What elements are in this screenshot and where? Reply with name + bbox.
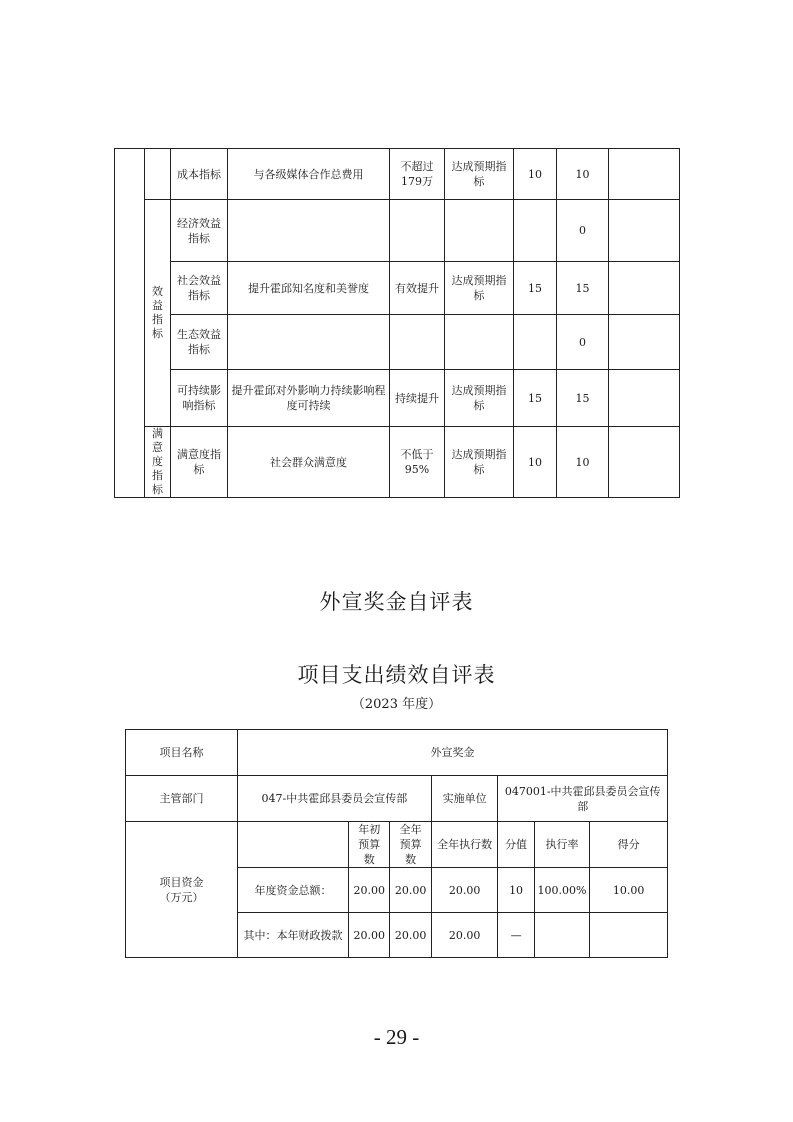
row-label: 其中：本年财政拨款: [238, 913, 349, 958]
indicator-weight: 15: [514, 262, 557, 315]
col-header: [390, 822, 431, 868]
indicator-eval: 达成预期指标: [445, 262, 514, 315]
indicator-content: 社会群众满意度: [228, 427, 390, 498]
indicator-target: [390, 200, 445, 262]
benefit-group-text: 效益指标: [152, 285, 163, 340]
indicator-weight: 15: [514, 370, 557, 427]
row-label: 年度资金总额：: [238, 868, 349, 913]
indicator-content: [228, 200, 390, 262]
indicator-score: 15: [557, 262, 609, 315]
col-header: 得分: [590, 822, 668, 868]
indicator-note: [609, 149, 680, 200]
indicator-note: [609, 315, 680, 370]
indicator-note: [609, 262, 680, 315]
indicator-name: 成本指标: [171, 149, 228, 200]
satisfaction-group-label: [145, 427, 171, 498]
indicator-weight: [514, 200, 557, 262]
indicator-note: [609, 427, 680, 498]
empty-header-cell: [238, 822, 349, 868]
indicator-target: [390, 315, 445, 370]
table-row: [115, 370, 680, 427]
table-row: [115, 262, 680, 315]
indicator-target: 不超过179万: [390, 149, 445, 200]
indicator-content: 提升霍邱对外影响力持续影响程度可持续: [228, 370, 390, 427]
page-number: - 29 -: [373, 1025, 420, 1049]
funds-label: [126, 822, 238, 958]
indicator-name: 经济效益指标: [171, 200, 228, 262]
indicator-eval: 达成预期指标: [445, 149, 514, 200]
col-header: [349, 822, 390, 868]
impl-label: 实施单位: [431, 776, 498, 822]
funds-label-text: 项目资金（万元）: [159, 875, 204, 904]
project-table: [125, 729, 668, 958]
cell-value: [590, 913, 668, 958]
table-row: [115, 427, 680, 498]
indicator-score: 10: [557, 149, 609, 200]
col-header: 分值: [498, 822, 534, 868]
col-header-text: 年初预算数: [358, 823, 381, 866]
indicator-target: 有效提升: [390, 262, 445, 315]
project-name-label: 项目名称: [126, 730, 238, 776]
indicator-score: 0: [557, 315, 609, 370]
impl-value: 047001-中共霍邱县委员会宣传部: [498, 776, 668, 822]
table-row: [115, 149, 680, 200]
report-year: （2023 年度）: [351, 697, 442, 712]
table-row: [126, 822, 668, 868]
indicator-score: 10: [557, 427, 609, 498]
project-name-value: 外宣奖金: [238, 730, 668, 776]
indicator-note: [609, 200, 680, 262]
indicator-score: 0: [557, 200, 609, 262]
indicator-eval: [445, 200, 514, 262]
table-row: [126, 730, 668, 776]
cell-value: [534, 913, 590, 958]
cell-value: 10.00: [590, 868, 668, 913]
cell-value: 20.00: [349, 868, 390, 913]
cell-value: 10: [498, 868, 534, 913]
level2-cell: [145, 149, 171, 200]
cell-value: 100.00%: [534, 868, 590, 913]
table-row: [115, 200, 680, 262]
cell-value: —: [498, 913, 534, 958]
section-title: 外宣奖金自评表: [319, 590, 474, 614]
indicator-name: 社会效益指标: [171, 262, 228, 315]
cell-value: 20.00: [349, 913, 390, 958]
indicator-weight: 10: [514, 149, 557, 200]
benefit-group-label: [145, 200, 171, 427]
level1-cell: [115, 149, 145, 498]
indicator-content: 提升霍邱知名度和美誉度: [228, 262, 390, 315]
indicator-score: 15: [557, 370, 609, 427]
indicator-content: [228, 315, 390, 370]
indicator-target: 持续提升: [390, 370, 445, 427]
report-title: 项目支出绩效自评表: [297, 663, 496, 687]
indicator-content: 与各级媒体合作总费用: [228, 149, 390, 200]
col-header-text: 全年预算数: [399, 823, 422, 866]
indicator-note: [609, 370, 680, 427]
dept-value: 047-中共霍邱县委员会宣传部: [238, 776, 432, 822]
col-header: 执行率: [534, 822, 590, 868]
indicator-name: 可持续影响指标: [171, 370, 228, 427]
indicator-eval: [445, 315, 514, 370]
indicator-target: 不低于95%: [390, 427, 445, 498]
indicator-name: 满意度指标: [171, 427, 228, 498]
indicator-eval: 达成预期指标: [445, 370, 514, 427]
indicator-eval: 达成预期指标: [445, 427, 514, 498]
dept-label: 主管部门: [126, 776, 238, 822]
table-row: [115, 315, 680, 370]
cell-value: 20.00: [431, 868, 498, 913]
cell-value: 20.00: [390, 913, 431, 958]
indicator-weight: 10: [514, 427, 557, 498]
cell-value: 20.00: [390, 868, 431, 913]
indicator-weight: [514, 315, 557, 370]
indicator-name: 生态效益指标: [171, 315, 228, 370]
satisfaction-group-text: 满意度指标: [152, 427, 163, 496]
indicator-table: [114, 148, 680, 498]
col-header: 全年执行数: [431, 822, 498, 868]
table-row: [126, 776, 668, 822]
cell-value: 20.00: [431, 913, 498, 958]
